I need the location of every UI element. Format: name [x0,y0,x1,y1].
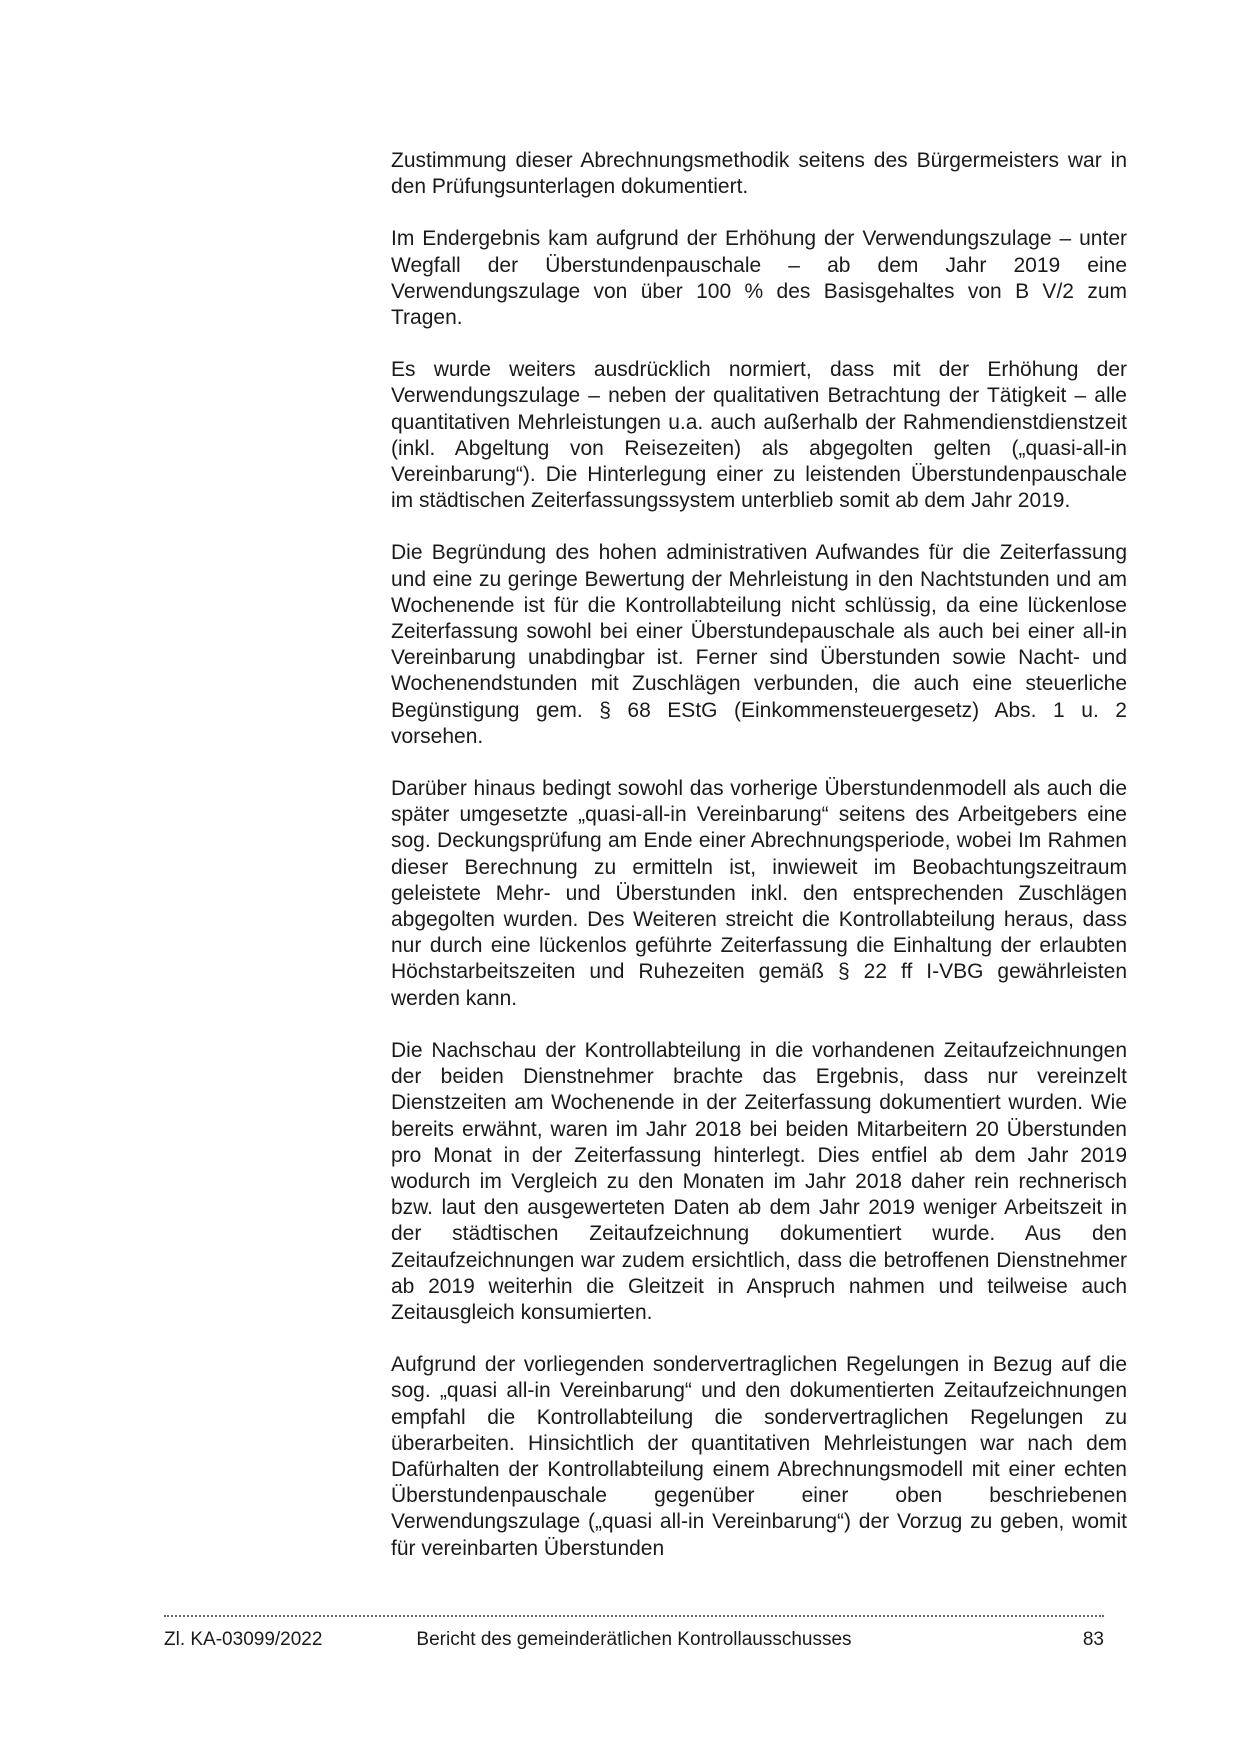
page-number: 83 [1082,1629,1104,1650]
paragraph-4: Die Begründung des hohen administrativen Aufwandes für die Zeiterfassung und eine zu geringe Bewertung der Mehrleistung in den Nachtstunden und am Wochenende ist für die Kontrollabteilung nicht schlüssig, da eine lückenlose Zeiterfassung sowohl bei einer Überstundepauschale als auch bei einer all-in Vereinbarung unabdingbar ist. Ferner sind Überstunden sowie Nacht- und Wochenendstunden mit Zuschlägen verbunden, die auch eine steuerliche Begünstigung gem. § 68 EStG (Einkommensteuergesetz) Abs. 1 u. 2 vorsehen. [391,541,1127,748]
paragraph-3: Es wurde weiters ausdrücklich normiert, dass mit der Erhöhung der Verwendungszulage – neben der qualitativen Betrachtung der Tätigkeit – alle quantitativen Mehrleistungen u.a. auch außerhalb der Rahmendienstdienstzeit (inkl. Abgeltung von Reisezeiten) als abgegolten gelten („quasi-all-in Vereinbarung“). Die Hinterlegung einer zu leistenden Überstundenpauschale im städtischen Zeiterfassungssystem unterblieb somit ab dem Jahr 2019. [391,358,1127,513]
paragraph-7: Aufgrund der vorliegenden sondervertraglichen Regelungen in Bezug auf die sog. „quasi all-in Vereinbarung“ und den dokumentierten Zeitaufzeichnungen empfahl die Kontrollabteilung die sondervertraglichen Regelungen zu überarbeiten. Hinsichtlich der quantitativen Mehrleistungen war nach dem Dafürhalten der Kontrollabteilung einem Abrechnungsmodell mit einer echten Überstundenpauschale gegenüber einer oben beschriebenen Verwendungszulage („quasi all-in Vereinbarung“) der Vorzug zu geben, womit für vereinbarten Überstunden [391,1353,1127,1560]
paragraph-5: Darüber hinaus bedingt sowohl das vorherige Überstundenmodell als auch die später umgesetzte „quasi-all-in Vereinbarung“ seitens des Arbeitgebers eine sog. Deckungsprüfung am Ende einer Abrechnungsperiode, wobei Im Rahmen dieser Berechnung zu ermitteln ist, inwieweit im Beobachtungszeitraum geleistete Mehr- und Überstunden inkl. den entsprechenden Zuschlägen abgegolten wurden. Des Weiteren streicht die Kontrollabteilung heraus, dass nur durch eine lückenlos geführte Zeiterfassung die Einhaltung der erlaubten Höchstarbeitszeiten und Ruhezeiten gemäß § 22 ff I-VBG gewährleisten werden kann. [391,777,1127,1010]
report-title: Bericht des gemeinderätlichen Kontrollausschusses [416,1629,852,1650]
paragraph-6: Die Nachschau der Kontrollabteilung in die vorhandenen Zeitaufzeichnungen der beiden Dienstnehmer brachte das Ergebnis, dass nur vereinzelt Dienstzeiten am Wochenende in der Zeiterfassung dokumentiert wurden. Wie bereits erwähnt, waren im Jahr 2018 bei beiden Mitarbeitern 20 Überstunden pro Monat in der Zeiterfassung hinterlegt. Dies entfiel ab dem Jahr 2019 wodurch im Vergleich zu den Monaten im Jahr 2018 daher rein rechnerisch bzw. laut den ausgewerteten Daten ab dem Jahr 2019 weniger Arbeitszeit in der städtischen Zeitaufzeichnung dokumentiert wurde. Aus den Zeitaufzeichnungen war zudem ersichtlich, dass die betroffenen Dienstnehmer ab 2019 weiterhin die Gleitzeit in Anspruch nahmen und teilweise auch Zeitausgleich konsumierten. [391,1038,1127,1324]
report-body [391,148,1127,1588]
page-footer [164,1626,1104,1654]
paragraph-1: Zustimmung dieser Abrechnungsmethodik seitens des Bürgermeisters war in den Prüfungsunterlagen dokumentiert. [391,149,1127,199]
footer-divider [164,1615,1104,1617]
paragraph-2: Im Endergebnis kam aufgrund der Erhöhung der Verwendungszulage – unter Wegfall der Überstundenpauschale – ab dem Jahr 2019 eine Verwendungszulage von über 100 % des Basisgehaltes von B V/2 zum Tragen. [391,227,1127,330]
document-reference: Zl. KA-03099/2022 [164,1629,323,1650]
